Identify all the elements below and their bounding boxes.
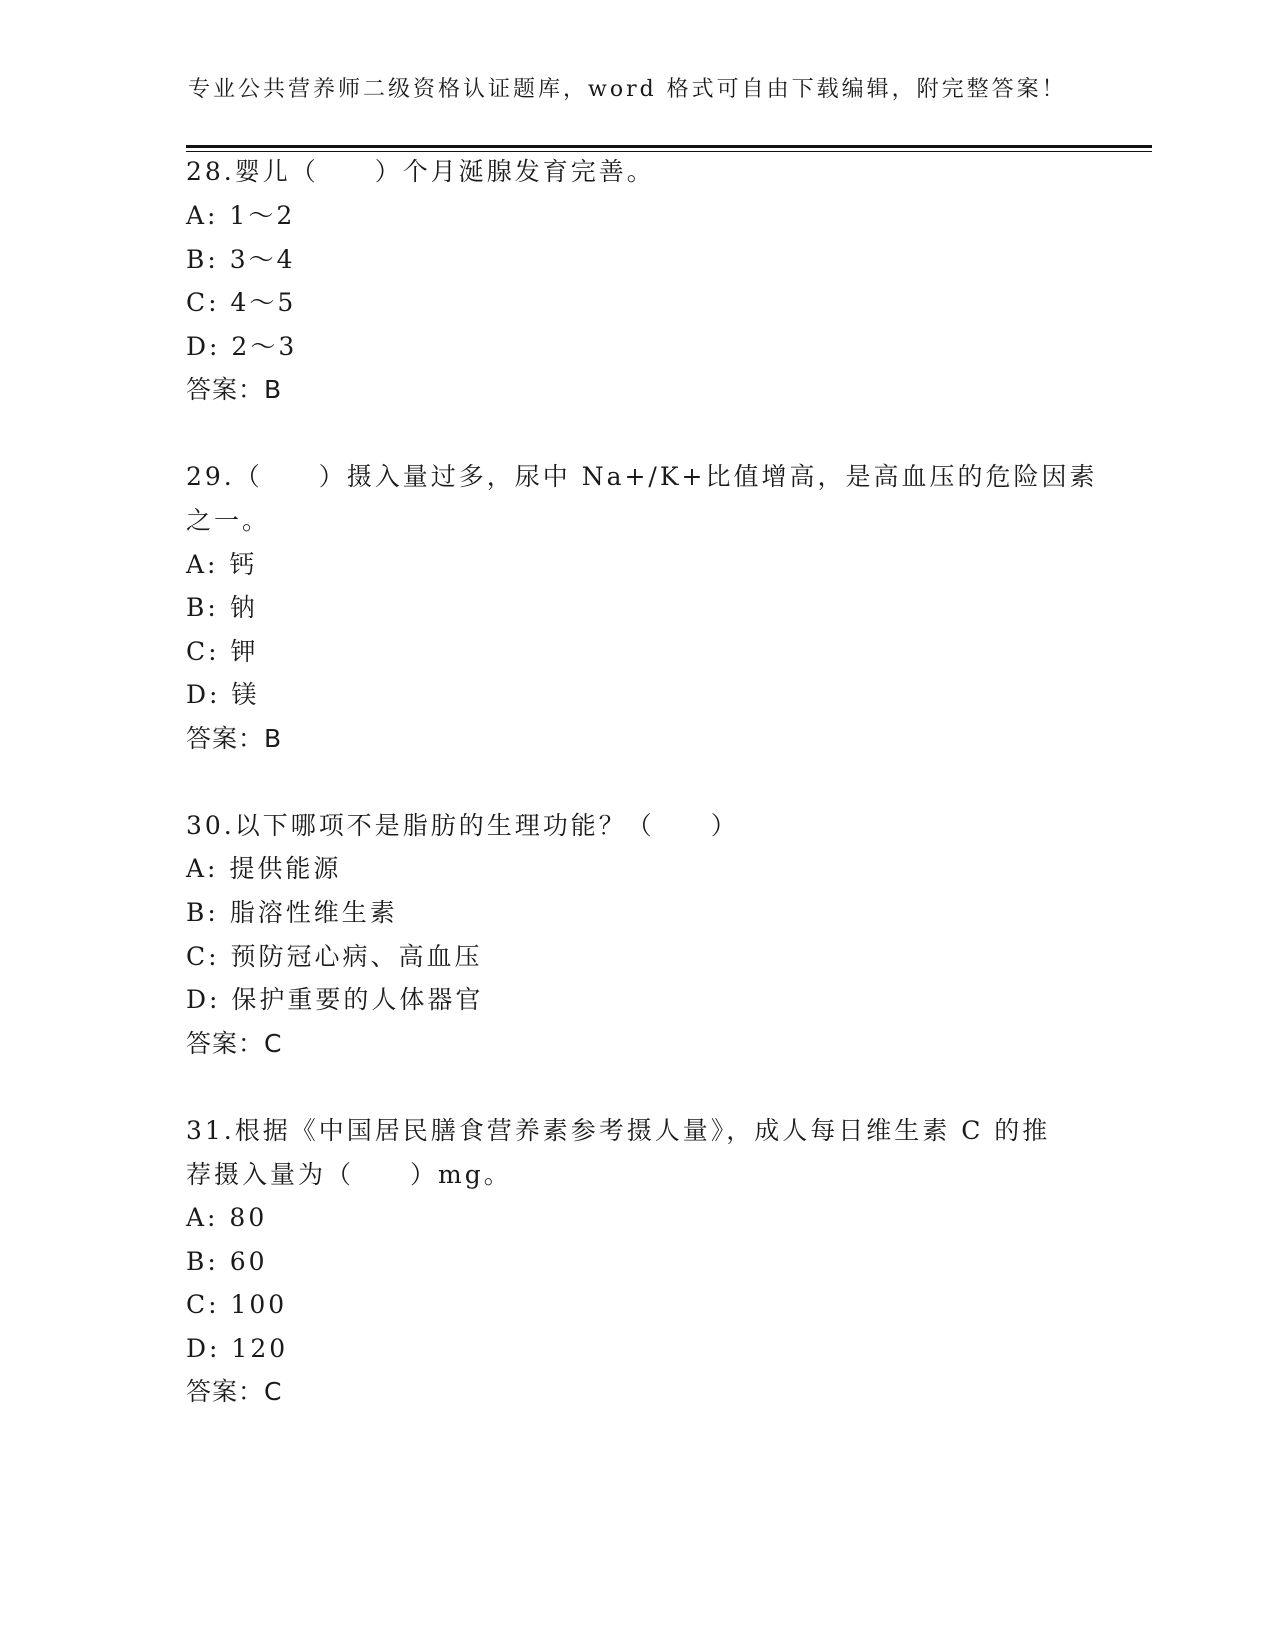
question-31-stem-line-2: 荐摄入量为（ ）mg。 <box>186 1160 512 1189</box>
question-31-option-c: C: 100 <box>186 1290 288 1319</box>
header-divider-thick <box>186 145 1152 148</box>
question-28-option-d: D: 2～3 <box>186 332 298 361</box>
question-30-option-c: C: 预防冠心病、高血压 <box>186 942 483 971</box>
page-header: 专业公共营养师二级资格认证题库，word 格式可自由下载编辑，附完整答案！ <box>188 77 1067 102</box>
question-30-option-b: B: 脂溶性维生素 <box>186 898 398 927</box>
question-30-answer: 答案：C <box>186 1029 283 1058</box>
question-30-option-a: A: 提供能源 <box>186 854 342 883</box>
question-29-option-c: C: 钾 <box>186 637 259 666</box>
question-28-answer: 答案：B <box>186 375 283 404</box>
header-divider-thin <box>186 151 1152 152</box>
question-29-option-d: D: 镁 <box>186 680 260 709</box>
question-29-option-b: B: 钠 <box>186 593 258 622</box>
question-29-stem-line-2: 之一。 <box>186 506 271 535</box>
question-31-option-b: B: 60 <box>186 1247 268 1276</box>
question-28-option-c: C: 4～5 <box>186 288 297 317</box>
question-28-option-a: A: 1～2 <box>186 201 296 230</box>
question-31-stem-line-1: 31.根据《中国居民膳食营养素参考摄人量》，成人每日维生素 C 的推 <box>186 1116 1051 1145</box>
question-30-stem: 30.以下哪项不是脂肪的生理功能？（ ） <box>186 811 739 840</box>
question-30-option-d: D: 保护重要的人体器官 <box>186 985 484 1014</box>
question-31-answer: 答案：C <box>186 1377 283 1406</box>
question-29-option-a: A: 钙 <box>186 550 258 579</box>
question-29-answer: 答案：B <box>186 724 283 753</box>
question-28-option-b: B: 3～4 <box>186 245 296 274</box>
question-29-stem-line-1: 29.（ ）摄入量过多，尿中 Na+/K+比值增高，是高血压的危险因素 <box>186 462 1098 491</box>
question-31-option-d: D: 120 <box>186 1334 289 1363</box>
question-31-option-a: A: 80 <box>186 1203 268 1232</box>
question-28-stem: 28.婴儿（ ）个月涎腺发育完善。 <box>186 157 655 186</box>
